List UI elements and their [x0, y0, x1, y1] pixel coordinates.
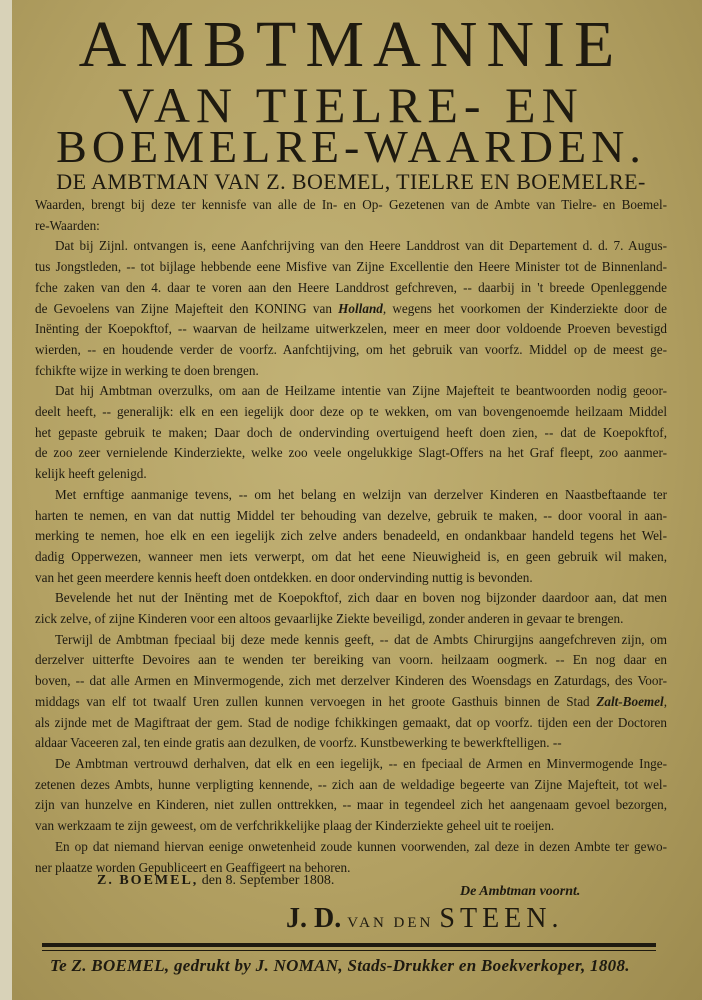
dateline-place: Z. BOEMEL,: [97, 873, 199, 888]
text-line: [35, 299, 667, 320]
signature-surname: STEEN.: [439, 903, 564, 934]
text-line: Bevelende het nut der Inënting met de Koepokftof, zich daar en boven nog bijzonder daardoor aan, dat men: [55, 590, 667, 606]
dateline: [97, 873, 334, 889]
text-line: merking te nemen, hoe elk en een iegelijk zich zelve anders benadeeld, en ondankbaar handeld tegens het Wel-: [35, 528, 667, 544]
text-line: fche zaken van den 4. daar te voren aan den Heere Landdrost gefchreven, -- daarbij in 't breede Openleggende: [35, 279, 667, 295]
signature-title: De Ambtman voornt.: [460, 884, 581, 899]
text-segment: middags van elf tot twaalf Uren zullen kunnen vervoegen in het groote Gasthuis binnen de Stad: [35, 693, 597, 709]
text-line: de zoo zeer vernielende Kinderziekte, welke zoo veele ongelukkige Slagt-Offers na het Graf fleept, zoo aanmer-: [35, 445, 667, 461]
text-line: Dat bij Zijnl. ontvangen is, eene Aanfchrijving van den Heere Landdrost van dit Departement d. d. 7. Augus-: [55, 238, 667, 254]
text-line: kelijk heeft gelenigd.: [35, 466, 147, 482]
paragraph: [35, 630, 667, 754]
text-line: dadig Opperwezen, wanneer men iets verwerpt, om dat het eene Nieuwigheid is, en geen gebruik wil maken,: [35, 548, 667, 564]
text-line: derzelver uitterfte Devoires aan te wenden ter bereiking van voorn. heilzaam oogmerk. -- En nog daar en: [35, 652, 667, 668]
text-line: zick zelve, of zijne Kinderen voor een altoos gevaarlijke Ziekte beveiligd, zonder anderen in gevaar te brengen.: [35, 611, 624, 627]
text-line: Met ernftige aanmanige tevens, -- om het belang en welzijn van derzelver Kinderen en Naastbeftaande ter: [55, 486, 667, 502]
italic-text: Zalt-Boemel: [596, 693, 664, 709]
text-line: zetenen dezes Ambts, hunne verpligting kennende, -- zich aan de weldadige begeerte van Zijne Majefteit, tot wel-: [35, 776, 667, 792]
text-line: De Ambtman vertrouwd derhalven, dat elk en een iegelijk, -- en fpeciaal de Armen en Minvermogende Inge-: [55, 755, 667, 771]
signature-initials: J. D.: [286, 903, 342, 934]
text-line: Waarden, brengt bij deze ter kennisfe van alle de In- en Op- Gezetenen van de Ambte van Tielre- en Boemel-: [35, 197, 667, 212]
text-line: fchikfte wijze in werking te doen brengen.: [35, 362, 259, 378]
text-line: zijn van hunzelve en Kinderen, niet zullen onttrekken, -- maar in tegendeel zich het aangenaam gevoel bezorgen,: [35, 797, 667, 813]
text-line: boven, -- dat alle Armen en Minvermogende, zich met derzelver Kinderen des Woensdags en Zaturdags, des Voor-: [35, 673, 667, 689]
paragraph: [35, 837, 667, 878]
divider-rule-thin: [42, 950, 656, 951]
paragraph: [35, 381, 667, 485]
text-line: tus Jongstleden, -- tot bijlage hebbende eene Misfive van Zijne Excellentie den Heere Minister tot de Binnenland-: [35, 259, 667, 275]
text-segment: de Gevoelens van Zijne Majefteit den KONING van: [35, 300, 339, 316]
text-line: Dat hij Ambtman overzulks, om aan de Heilzame intentie van Zijne Majefteit te beantwoorden nodig geoor-: [55, 383, 667, 399]
signature: [286, 903, 564, 935]
body-text: [35, 195, 667, 878]
text-segment: , wegens het voorkomen der Kinderziekte door de: [382, 300, 667, 316]
text-segment: ,: [663, 693, 667, 709]
paragraph: [35, 588, 667, 629]
divider-rule: [42, 943, 656, 947]
paragraph: [35, 236, 667, 381]
signature-middle: VAN DEN: [347, 915, 434, 931]
text-line: [35, 692, 667, 713]
text-line: ner plaatze worden Gepubliceert en Geaffigeert na behoren.: [35, 859, 351, 875]
text-line: als zijnde met de Magiftraat der gem. Stad de nodige fchikkingen gemaakt, dat op voorfz. tijden een der Doctoren: [35, 714, 667, 730]
subtitle: DE AMBTMAN VAN Z. BOEMEL, TIELRE EN BOEMELRE-: [56, 169, 646, 194]
title-line-3: BOEMELRE-WAARDEN.: [56, 121, 646, 172]
text-line: deelt heeft, -- generalijk: elk en een iegelijk door deze op te wekken, om van bovengenoemde heilzaam Middel: [35, 404, 667, 420]
text-line: het gepaste gebruik te maken; Daar doch de ondervinding overtuigend heeft doen zien, -- dat de Koepokftof,: [35, 424, 667, 440]
text-line: harten te nemen, en van dat nuttig Middel ter behouding van dezelve, gebruik te maken, -- door vooral in aan-: [35, 507, 667, 523]
italic-text: Holland: [338, 300, 383, 316]
text-line: Inënting der Koepokftof, -- waarvan de heilzame uitwerkzelen, meer en meer door voldoende Proeven bevestigd: [35, 321, 667, 337]
text-line: aldaar Vaceeren zal, ten einde gratis aan dezulken, de voorfz. Kunstbewerking te bewerkftelligen. --: [35, 735, 562, 751]
text-line: wierden, -- en houdende verder de voorfz. Aanfchtijving, om het gebruik van voorfz. Middel op de meest ge-: [35, 341, 667, 357]
text-line: re-Waarden:: [35, 217, 100, 233]
printer-imprint: Te Z. BOEMEL, gedrukt by J. NOMAN, Stads-Drukker en Boekverkoper, 1808.: [50, 956, 630, 975]
text-line: van het geen meerdere kennis heeft doen ontdekken. en door ondervinding nuttig is bevonden.: [35, 569, 533, 585]
paragraph: [35, 195, 667, 236]
text-line: Terwijl de Ambtman fpeciaal bij deze mede kennis geeft, -- dat de Ambts Chirurgijns aangefchreven zijn, om: [55, 631, 667, 647]
title-line-2: VAN TIELRE- EN: [118, 77, 584, 133]
dateline-date: den 8. September 1808.: [201, 873, 335, 888]
paragraph: [35, 485, 667, 589]
text-line: van werkzaam te zijn geweest, om de verfchrikkelijke plaag der Kinderziekte geheel uit te roeijen.: [35, 818, 555, 834]
paragraph: [35, 754, 667, 837]
text-line: En op dat niemand hiervan eenige onwetenheid zoude kunnen voorwenden, zal deze in dezen Ambte ter gewo-: [55, 838, 667, 854]
title-line-1: AMBTMANNIE: [78, 8, 624, 81]
